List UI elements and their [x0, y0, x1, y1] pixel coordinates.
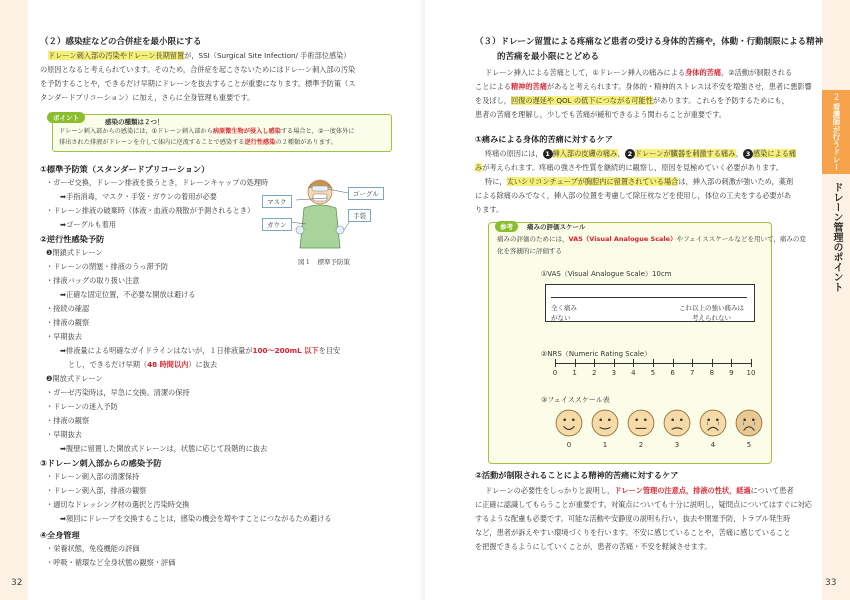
intro-line-4: タンダードプリコーション）に加え，さらに全身管理も重要です。: [40, 93, 255, 102]
face-icon: [591, 409, 619, 437]
s3-title: ③ドレーン刺入部からの感染予防: [40, 458, 162, 468]
face-label: 3: [674, 441, 680, 449]
vas-title: ①VAS（Visual Analogue Scale）10cm: [541, 270, 672, 278]
r-p2-text: ことによる: [475, 82, 511, 91]
vas-right-text: これ以上の強い痛みは: [679, 304, 744, 312]
r-s1-l5: ります。: [475, 205, 504, 214]
ref-title: 痛みの評価スケール: [527, 223, 586, 231]
vas-left-text: 全く痛み: [551, 304, 577, 312]
ref-desc-2: 化を客観的に評価する: [497, 247, 562, 255]
face-label: 4: [710, 441, 716, 449]
r-s1-l4: による除痛のみでなく，挿入部の位置を考慮して除圧枕などを使用し，体位の工夫をする必要があ: [475, 191, 792, 200]
r-p1-red: 身体的苦痛: [685, 68, 722, 77]
s2-closed: ❶閉鎖式ドレーン: [46, 248, 103, 257]
s2-c2: ・排液バッグの取り扱い注意: [46, 276, 140, 285]
nrs-tick: [555, 359, 556, 367]
r-p4: 患者の苦痛を理解し，少しでも苦痛が緩和できるよう関わることが重要です。: [475, 110, 726, 119]
figure-label-mask: マスク: [262, 195, 292, 208]
point-text: 排出された排液がドレーンを介して体内に逆流することで感染する: [59, 139, 245, 146]
point-text: する場合と，②一度体外に: [280, 128, 355, 135]
point-text: の２種類があります。: [275, 139, 337, 146]
point-title: 感染の種類は２つ！: [105, 118, 164, 126]
r-p3-highlight: 回復の遅延や QOL の低下につながる可能性: [510, 96, 653, 105]
circle-number-3: 3: [743, 149, 753, 159]
s2-c5b-text: とし，できるだけ早期（: [68, 360, 148, 369]
nrs-tick: [731, 359, 732, 367]
chapter-side-tab: ２ 看護師が行うドレーン管理: [822, 90, 850, 174]
nrs-tick: [575, 359, 576, 367]
s2-c1: ・ドレーンの閉塞・排液のうっ滞予防: [46, 262, 169, 271]
r-s1-text: 特に，: [485, 177, 507, 186]
vas-right-label: [679, 303, 744, 323]
point-box: [52, 114, 392, 152]
r-s1-text: は，挿入部の刺激が強いため，薬剤: [678, 177, 794, 186]
r-s2-text: について患者: [750, 486, 794, 495]
s2-o4: ・早期抜去: [46, 430, 82, 439]
r-p3-text: があります。これらを予防するためにも，: [652, 96, 789, 105]
nrs-tick-label: 2: [591, 369, 597, 377]
r-p1-text: ドレーン挿入による苦痛として，①ドレーン挿入の痛みによる: [485, 68, 686, 77]
face-title: ③フェイススケール表: [541, 396, 610, 404]
r-p1: [485, 66, 792, 80]
r-s2-l2: に正確に認識してもらうことが重要です。対策点についても十分に説明し，疑問点についてはすぐに対応: [475, 500, 812, 509]
r-s1-highlight: み: [475, 163, 483, 172]
s2-o4a: ➡腹壁に留置した開放式ドレーンは，状態に応じて段階的に抜去: [60, 444, 268, 453]
r-s1-text: 疼痛の原因には，: [485, 149, 543, 158]
point-body: [59, 126, 385, 148]
r-s2-title: ②活動が制限されることによる精神的苦痛に対するケア: [475, 470, 679, 480]
page-number-left: 32: [11, 578, 23, 588]
nrs-tick: [692, 359, 693, 367]
nrs-tick-label: 4: [631, 369, 636, 377]
nrs-tick-label: 7: [689, 369, 695, 377]
ref-desc-text: やフェイススケールなどを用いて，痛みの変: [676, 235, 806, 243]
r-s2-red: ドレーン管理の注意点，排液の性状，経過: [614, 486, 751, 495]
r-s2-text: ドレーンの必要性をしっかりと説明し，: [485, 486, 615, 495]
ref-desc-text: 痛みの評価のためには，: [497, 235, 569, 243]
point-text: ドレーン刺入部からの感染には，①ドレーン刺入部から: [59, 128, 213, 135]
ref-tag: 参考: [495, 221, 518, 232]
figure-caption: 図１ 標準予防策: [298, 258, 350, 266]
r-s2-l1: [485, 484, 794, 498]
standard-precaution-figure: [262, 172, 392, 254]
s4-b2: ・呼吸・循環など全身状態の観察・評価: [46, 558, 176, 567]
s2-c4: ・排液の観察: [46, 318, 90, 327]
nrs-tick-label: 6: [670, 369, 675, 377]
page-number-right: 33: [825, 578, 837, 588]
chapter-side-title: ドレーン管理のポイント: [831, 182, 842, 292]
point-tag: ポイント: [47, 112, 85, 123]
nrs-tick: [633, 359, 634, 367]
s2-o2: ・ドレーンの迷入予防: [46, 402, 118, 411]
s2-c5b-text: ）に抜去: [188, 360, 218, 369]
s2-c5b-red: 48 時間以内: [147, 360, 189, 369]
face-icon: [555, 409, 583, 437]
nrs-tick: [673, 359, 674, 367]
r-p2-red: 精神的苦痛: [510, 82, 547, 91]
s3-b1: ・ドレーン刺入部の清潔保持: [46, 472, 140, 481]
s2-o3: ・排液の観察: [46, 416, 90, 425]
r-s1-l2: [475, 161, 783, 175]
s2-o1: ・ガーゼ汚染時は，早急に交換。清潔の保持: [46, 388, 190, 397]
face-label: 2: [638, 441, 644, 449]
s2-c5a-text: ➡排液量による明確なガイドラインはないが，１日排液量が: [60, 346, 253, 355]
nrs-title: ②NRS（Numeric Rating Scale）: [541, 350, 652, 358]
s2-c5a-text: を目安: [318, 346, 341, 355]
r-s2-l3: するような配慮も必要です。可能な活動や安静度の説明も行い，抜去や閉塞予防，トラブル発生時: [475, 514, 791, 523]
figure-label-glove: 手袋: [348, 209, 371, 222]
nrs-tick: [653, 359, 654, 367]
face-label: 5: [746, 441, 752, 449]
r-s1-highlight: 太いシリコンチューブが胸腔内に留置されている場合: [506, 177, 679, 186]
s2-c5b: [68, 358, 217, 372]
pain-scale-reference-box: [488, 222, 806, 464]
circle-number-1: 1: [543, 149, 553, 159]
point-red-text: 逆行性感染: [244, 139, 276, 146]
s2-c5: ・早期抜去: [46, 332, 82, 341]
nrs-tick-label: 0: [552, 369, 558, 377]
intro-line-3: を予防することや，できるだけ早期にドレーンを抜去することが重要になります。標準予防策（ス: [40, 79, 356, 88]
s2-open: ❷開放式ドレーン: [46, 374, 103, 383]
face-icon: [699, 409, 727, 437]
vas-right-text: 考えられない: [692, 314, 731, 322]
nrs-tick-label: 8: [709, 369, 715, 377]
intro-line-2: の原因となると考えられています。そのため，合併症を起こさないためにはドレーン刺入部の汚染: [40, 65, 356, 74]
r-s1-highlight: ドレーンが臓器を刺激する痛み: [634, 149, 736, 158]
face-icon: [663, 409, 691, 437]
intro-text: が，SSI（Surgical Site Infection/ 手術部位感染）: [184, 51, 351, 60]
s4-b1: ・栄養状態，免疫機能の評価: [46, 544, 140, 553]
nrs-tick-label: 5: [650, 369, 656, 377]
nrs-tick: [614, 359, 615, 367]
vas-left-label: [551, 303, 577, 323]
vas-line: [551, 297, 747, 298]
r-s1-l3: [485, 175, 793, 189]
r-s2-l4: など，患者が訴えやすい環境づくりを行います。不安に感じていることや，苦痛に感じていること: [475, 528, 791, 537]
r-s1-title: ①痛みによる身体的苦痛に対するケア: [475, 134, 613, 144]
s2-c5a-red: 100～200mL 以下: [252, 346, 319, 355]
s3-b3: ・適切なドレッシング材の選択と汚染時交換: [46, 500, 190, 509]
nrs-tick-label: 3: [611, 369, 617, 377]
nrs-tick-label: 9: [729, 369, 734, 377]
ref-desc-red: VAS（Visual Analogue Scale）: [568, 235, 677, 243]
face-icon: [735, 409, 763, 437]
s3-b2: ・ドレーン刺入部，排液の観察: [46, 486, 147, 495]
r-s1-highlight: 挿入部の皮膚の痛み: [552, 149, 618, 158]
s1-title: ①標準予防策（スタンダードプリコーション）: [40, 164, 210, 174]
s2-c2a: ➡正確な固定位置，不必要な開放は避ける: [60, 290, 196, 299]
point-red-text: 病原微生物が侵入し感染: [212, 128, 281, 135]
face-label: 0: [566, 441, 572, 449]
intro-line-1: [48, 49, 351, 63]
s2-c5a: [60, 344, 340, 358]
ref-desc-1: [497, 233, 806, 245]
section-title-right-1: （３）ドレーン留置による疼痛など患者の受ける身体的苦痛や，体動・行動制限による精神: [475, 37, 824, 47]
r-p3: [475, 94, 789, 108]
nrs-tick-label: 1: [572, 369, 577, 377]
face-label: 1: [602, 441, 608, 449]
s1-arrow-1: ➡手指消毒，マスク・手袋・ガウンの着用が必要: [60, 192, 217, 201]
s4-title: ④全身管理: [40, 530, 80, 540]
s1-arrow-2: ➡ゴーグルも着用: [60, 220, 117, 229]
section-title-left: （２）感染症などの合併症を最小限にする: [40, 37, 202, 47]
nrs-tick: [751, 359, 752, 367]
s2-title: ②逆行性感染予防: [40, 234, 105, 244]
figure-label-goggle: ゴーグル: [348, 187, 384, 200]
circle-number-2: 2: [625, 149, 635, 159]
face-icon: [627, 409, 655, 437]
r-s1-highlight: 感染による痛: [752, 149, 797, 158]
s1-bullet-1: ・ガーゼ交換，ドレーン排液を扱うとき，ドレーンキャップの処理時: [46, 178, 269, 187]
vas-left-text: がない: [551, 314, 571, 322]
r-s2-l5: を把握できるようにしていくことが，患者の苦痛・不安を軽減させます。: [475, 542, 712, 551]
r-p3-text: を及ぼし，: [475, 96, 511, 105]
s2-c3: ・接続の確認: [46, 304, 90, 313]
r-p2: [475, 80, 812, 94]
r-s1-l1: 疼痛の原因には， 1 挿入部の皮膚の痛み， 2 ドレーンが臓器を刺激する痛み， 3 感染による痛: [485, 149, 797, 158]
section-title-right-2: 的苦痛を最小限にとどめる: [497, 52, 600, 62]
s3-b3a: ➡頻回にドレープを交換することは，感染の機会を増やすことにつながるため避ける: [60, 514, 332, 523]
left-margin-bar: [0, 0, 28, 600]
r-p1-text: ，②活動が制限される: [721, 68, 793, 77]
intro-highlight: ドレーン刺入部の汚染やドレーン長期留置: [48, 51, 185, 60]
s1-bullet-2: ・ドレーン排液の破棄時（体液・血液の飛散が予測されるとき）: [46, 206, 255, 215]
r-p2-text: があると考えられます。身体的・精神的ストレスは不安を増強させ，患者に悪影響: [546, 82, 812, 91]
nrs-tick: [712, 359, 713, 367]
nrs-tick: [594, 359, 595, 367]
figure-label-gown: ガウン: [262, 218, 292, 231]
nrs-tick-label: 10: [746, 369, 756, 377]
r-s1-text: が考えられます。疼痛の強さや性質を継続的に観察し，原因を見極めていく必要があります。: [482, 163, 783, 172]
